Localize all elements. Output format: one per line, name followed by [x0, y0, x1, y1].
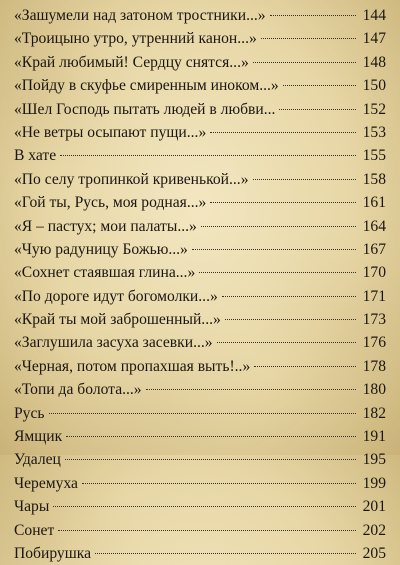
- toc-entry-title: «Пойду в скуфье смиренным иноком...»: [14, 77, 279, 95]
- toc-entry-page: 201: [362, 498, 386, 516]
- toc-entry-page: 148: [362, 53, 386, 71]
- toc-entry-title: В хате: [14, 147, 57, 165]
- toc-entry: [14, 191, 386, 214]
- toc-entry: [14, 121, 386, 144]
- dot-leader: [222, 295, 356, 297]
- toc-entry-title: «Заглушила засуха засевки...»: [14, 334, 213, 352]
- toc-entry-page: 171: [362, 287, 386, 305]
- dot-leader: [210, 201, 356, 203]
- toc-entry: [14, 98, 386, 121]
- toc-entry-title: «Зашумели над затоном тростники...»: [14, 7, 266, 24]
- toc-entry-title: «Чую радуницу Божью...»: [14, 240, 188, 258]
- dot-leader: [60, 154, 356, 156]
- dot-leader: [82, 482, 356, 484]
- toc-entry-title: Сонет: [14, 521, 55, 539]
- toc-entry-title: «По дороге идут богомолки...»: [14, 287, 218, 305]
- toc-entry-page: 195: [362, 451, 386, 469]
- toc-entry-title: «Троицыно утро, утренний канон...»: [14, 30, 257, 48]
- toc-entry-title: Русь: [14, 404, 45, 422]
- toc-entry-title: «Край любимый! Сердцу снятся...»: [14, 53, 249, 71]
- toc-entry: [14, 472, 386, 495]
- toc-entry: [14, 168, 386, 191]
- toc-entry-page: 153: [362, 123, 386, 141]
- dot-leader: [225, 318, 356, 320]
- toc-entry-title: «Я – пастух; мои палаты...»: [14, 217, 197, 235]
- toc-entry: [14, 542, 386, 565]
- toc-entry-title: Побирушка: [14, 544, 91, 562]
- toc-entry-page: 205: [362, 544, 386, 562]
- toc-entry-page: 176: [362, 334, 386, 352]
- toc-entry-page: 178: [362, 357, 386, 375]
- dot-leader: [253, 61, 356, 63]
- toc-entry-page: 180: [362, 381, 386, 399]
- dot-leader: [253, 178, 356, 180]
- toc-entry-title: Черемуха: [14, 474, 78, 492]
- table-of-contents: [14, 4, 386, 565]
- dot-leader: [192, 248, 356, 250]
- toc-entry-title: «Гой ты, Русь, моя родная...»: [14, 194, 207, 212]
- toc-entry: [14, 378, 386, 401]
- toc-entry: [14, 402, 386, 425]
- toc-entry-page: 191: [362, 428, 386, 446]
- toc-entry-title: «Не ветры осыпают пущи...»: [14, 123, 207, 141]
- dot-leader: [53, 505, 356, 507]
- toc-entry: [14, 261, 386, 284]
- toc-entry-title: «Сохнет стаявшая глина...»: [14, 264, 196, 282]
- toc-entry-page: 144: [362, 7, 386, 24]
- toc-entry: [14, 331, 386, 354]
- toc-entry-title: «Край ты мой заброшенный...»: [14, 311, 221, 329]
- toc-entry: [14, 4, 386, 27]
- toc-entry: [14, 519, 386, 542]
- toc-entry-page: 167: [362, 240, 386, 258]
- toc-entry-title: «Черная, потом пропахшая выть!..»: [14, 357, 251, 375]
- toc-entry-title: «Шел Господь пытать людей в любви...: [14, 100, 276, 118]
- toc-entry: [14, 355, 386, 378]
- dot-leader: [283, 84, 356, 86]
- toc-entry-page: 155: [362, 147, 386, 165]
- dot-leader: [210, 131, 356, 133]
- dot-leader: [261, 37, 356, 39]
- dot-leader: [146, 388, 356, 390]
- toc-entry-title: Ямщик: [14, 428, 63, 446]
- toc-entry: [14, 495, 386, 518]
- toc-entry: [14, 238, 386, 261]
- toc-entry-page: 152: [362, 100, 386, 118]
- toc-entry: [14, 215, 386, 238]
- toc-entry: [14, 308, 386, 331]
- dot-leader: [49, 412, 356, 414]
- toc-entry-title: «По селу тропинкой кривенькой...»: [14, 170, 249, 188]
- toc-entry: [14, 425, 386, 448]
- dot-leader: [270, 14, 356, 16]
- toc-entry: [14, 448, 386, 471]
- toc-entry-page: 164: [362, 217, 386, 235]
- toc-entry-page: 150: [362, 77, 386, 95]
- dot-leader: [66, 435, 356, 437]
- dot-leader: [217, 341, 356, 343]
- dot-leader: [65, 458, 356, 460]
- toc-entry: [14, 144, 386, 167]
- toc-entry-page: 199: [362, 474, 386, 492]
- toc-entry-title: Чары: [14, 498, 50, 516]
- dot-leader: [58, 529, 356, 531]
- toc-entry-page: 161: [362, 194, 386, 212]
- toc-entry: [14, 27, 386, 50]
- dot-leader: [95, 552, 356, 554]
- toc-entry-page: 173: [362, 311, 386, 329]
- toc-entry: [14, 74, 386, 97]
- toc-entry-page: 158: [362, 170, 386, 188]
- toc-entry-title: Удалец: [14, 451, 61, 469]
- toc-entry: [14, 285, 386, 308]
- toc-entry-page: 182: [362, 404, 386, 422]
- dot-leader: [279, 108, 356, 110]
- dot-leader: [201, 225, 356, 227]
- toc-entry-title: «Топи да болота...»: [14, 381, 142, 399]
- toc-entry-page: 170: [362, 264, 386, 282]
- toc-entry: [14, 51, 386, 74]
- toc-entry-page: 202: [362, 521, 386, 539]
- dot-leader: [254, 365, 356, 367]
- dot-leader: [199, 271, 356, 273]
- toc-entry-page: 147: [362, 30, 386, 48]
